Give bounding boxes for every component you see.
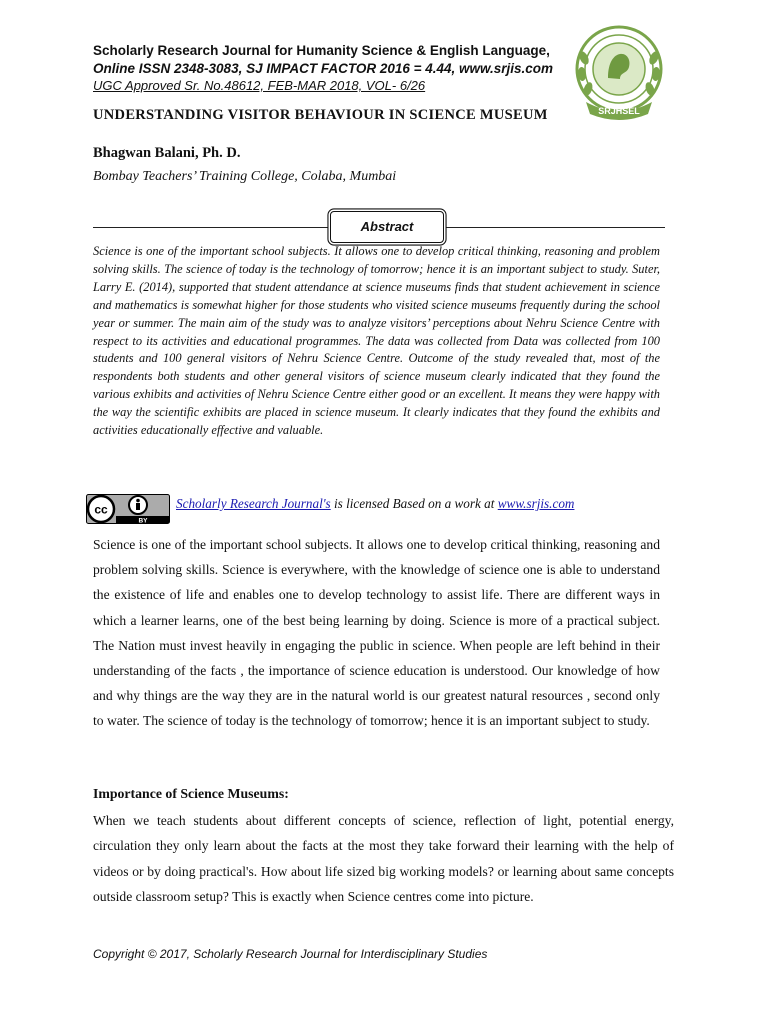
article-title: UNDERSTANDING VISITOR BEHAVIOUR IN SCIENCE MUSEUM — [93, 107, 548, 123]
cc-by-label: BY — [138, 517, 148, 524]
intro-paragraph: Science is one of the important school subjects. It allows one to develop critical thinking, reasoning and problem solving skills. Science is everywhere, with the knowledge of science one is able to understand the existence of life and enables one to develop technology to assist life. There are different ways in which a learner learns, one of the best being learning by doing. Science is more of a practical subject. The Nation must invest heavily in engaging the public in science. When people are left behind in their understanding of the facts , the importance of science education is understood. Our knowledge of how and why things are the way they are in the natural world is our greatest natural resources , second only to water. The science of today is the technology of tomorrow; hence it is an important subject to study. — [93, 537, 660, 729]
license-text: is licensed Based on a work at — [330, 496, 498, 511]
svg-text:cc: cc — [94, 502, 108, 517]
abstract-label-box — [330, 211, 444, 243]
license-statement — [176, 496, 574, 512]
author-affiliation: Bombay Teachers’ Training College, Colaba, Mumbai — [93, 169, 397, 184]
journal-name: Scholarly Research Journal for Humanity Science & English Language, — [93, 43, 550, 58]
cc-by-license-badge[interactable] — [86, 494, 170, 524]
section-paragraph: When we teach students about different concepts of science, reflection of light, potential energy, circulation they only learn about the facts at the most they take forward their learning with the help of videos or by doing practical's. How about life sized big working models? or learning about same concepts outside classroom setup? This is exactly when Science centres come into picture. — [93, 813, 674, 905]
abstract-text: Science is one of the important school subjects. It allows one to develop critical thinking, reasoning and problem solving skills. The science of today is the technology of tomorrow; hence it is an important subject to study. Suter, Larry E. (2014), supported that student attendance at science museums finds that student achievement in science and mathematics is somewhat higher for those students who visited science museums frequently during the school year or summer. The main aim of the study was to analyze visitors’ perceptions about Nehru Science Centre with respect to its activities and educational programmes. The data was collected from Data was collected from 100 students and 100 general visitors of Nehru Science Centre. Outcome of the study revealed that, most of the respondents both students and other general visitors of science museum clearly indicated that they found the various exhibits and activities of Nehru Science Centre either good or an excellent. It means they were happy with the way the scientific exhibits are placed in science museum. It clearly indicates that they found the exhibits and activities educationally effective and valuable. — [93, 244, 660, 438]
section-heading: Importance of Science Museums: — [93, 786, 289, 801]
website-link[interactable]: www.srjis.com — [497, 496, 575, 511]
issn-line: Online ISSN 2348-3083, SJ IMPACT FACTOR 2016 = 4.44, www.srjis.com — [93, 61, 554, 76]
journal-header — [93, 42, 563, 94]
copyright-footer: Copyright © 2017, Scholarly Research Journal for Interdisciplinary Studies — [93, 947, 488, 961]
ugc-approval-line: UGC Approved Sr. No.48612, FEB-MAR 2018, VOL- 6/26 — [93, 78, 426, 93]
journal-seal-logo — [568, 22, 670, 124]
author-name: Bhagwan Balani, Ph. D. — [93, 145, 241, 161]
journal-link[interactable]: Scholarly Research Journal's — [176, 496, 331, 511]
seal-text: SRJHSEL — [598, 106, 640, 116]
abstract-label: Abstract — [360, 219, 414, 234]
